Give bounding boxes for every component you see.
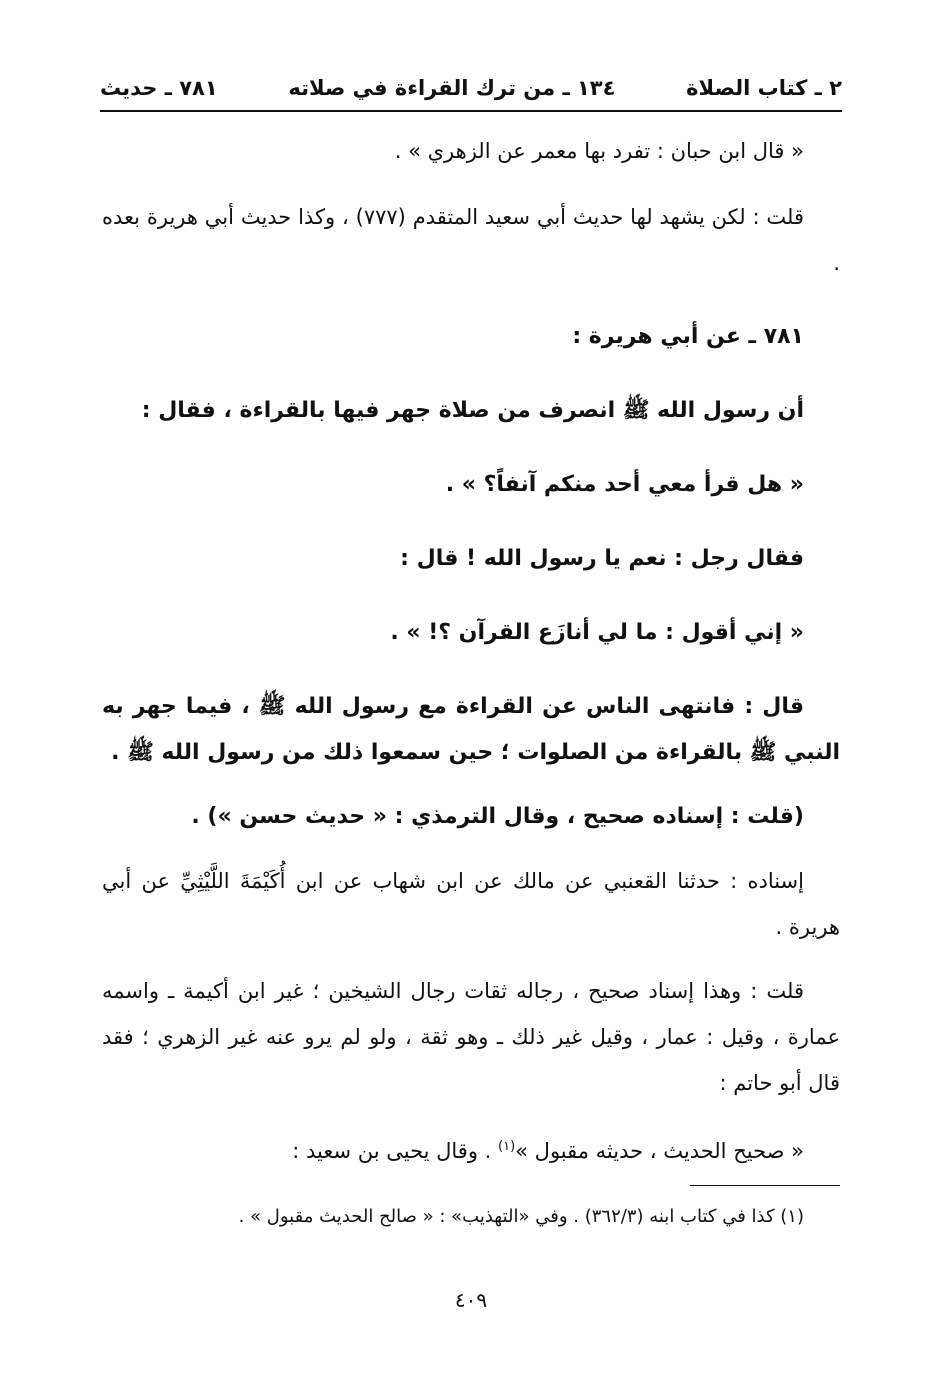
paragraph-ibn-hibban-quote: « قال ابن حبان : تفرد بها معمر عن الزهري » . — [394, 139, 804, 163]
footnote: (١) كذا في كتاب ابنه (٣٦٢/٣) . وفي «التهذيب» : « صالح الحديث مقبول » . — [238, 1206, 804, 1227]
quote-continuation: . وقال يحيى بن سعيد : — [292, 1139, 499, 1163]
hadith-text-5: قال : فانتهى الناس عن القراءة مع رسول الله ﷺ ، فيما جهر به النبي ﷺ بالقراءة من الصلوات ؛ حين سمعوا ذلك من رسول الله ﷺ . — [102, 694, 840, 765]
header-chapter-title: ١٣٤ ـ من ترك القراءة في صلاته — [288, 76, 616, 100]
abu-hatim-quote — [102, 1124, 840, 1174]
footnote-reference[interactable]: (١) — [498, 1139, 516, 1154]
hadith-heading: ٧٨١ ـ عن أبي هريرة : — [572, 324, 804, 349]
main-text — [102, 128, 840, 1174]
footnote-rule — [690, 1185, 840, 1186]
isnad-paragraph: إسناده : حدثنا القعنبي عن مالك عن ابن شهاب عن ابن أُكَيْمَةَ اللَّيْثِيِّ عن أبي هريرة . — [102, 869, 840, 939]
quote-text: « صحيح الحديث ، حديثه مقبول » — [515, 1139, 804, 1163]
running-header — [100, 68, 842, 108]
paragraph-author-note: قلت : لكن يشهد لها حديث أبي سعيد المتقدم (٧٧٧) ، وكذا حديث أبي هريرة بعده . — [102, 205, 840, 275]
hadith-text-2: « هل قرأ معي أحد منكم آنفاً؟ » . — [445, 472, 804, 497]
hadith-text-1: أن رسول الله ﷺ انصرف من صلاة جهر فيها بالقراءة ، فقال : — [141, 398, 804, 423]
header-rule — [100, 110, 842, 112]
hadith-text-3: فقال رجل : نعم يا رسول الله ! قال : — [400, 546, 804, 571]
isnad-commentary: قلت : وهذا إسناد صحيح ، رجاله ثقات رجال الشيخين ؛ غير ابن أكيمة ـ واسمه عمارة ، وقيل : عمار ، وقيل غير ذلك ـ وهو ثقة ، ولو لم يرو عنه غير الزهري ؛ فقد قال أبو حاتم : — [102, 979, 840, 1095]
header-hadith-number: ٧٨١ ـ حديث — [100, 76, 218, 100]
page-number: ٤٠٩ — [454, 1288, 488, 1312]
header-book-title: ٢ ـ كتاب الصلاة — [686, 76, 842, 100]
hadith-text-4: « إني أقول : ما لي أنازَع القرآن ؟! » . — [390, 620, 804, 645]
grading-note: (قلت : إسناده صحيح ، وقال الترمذي : « حديث حسن ») . — [191, 804, 804, 829]
